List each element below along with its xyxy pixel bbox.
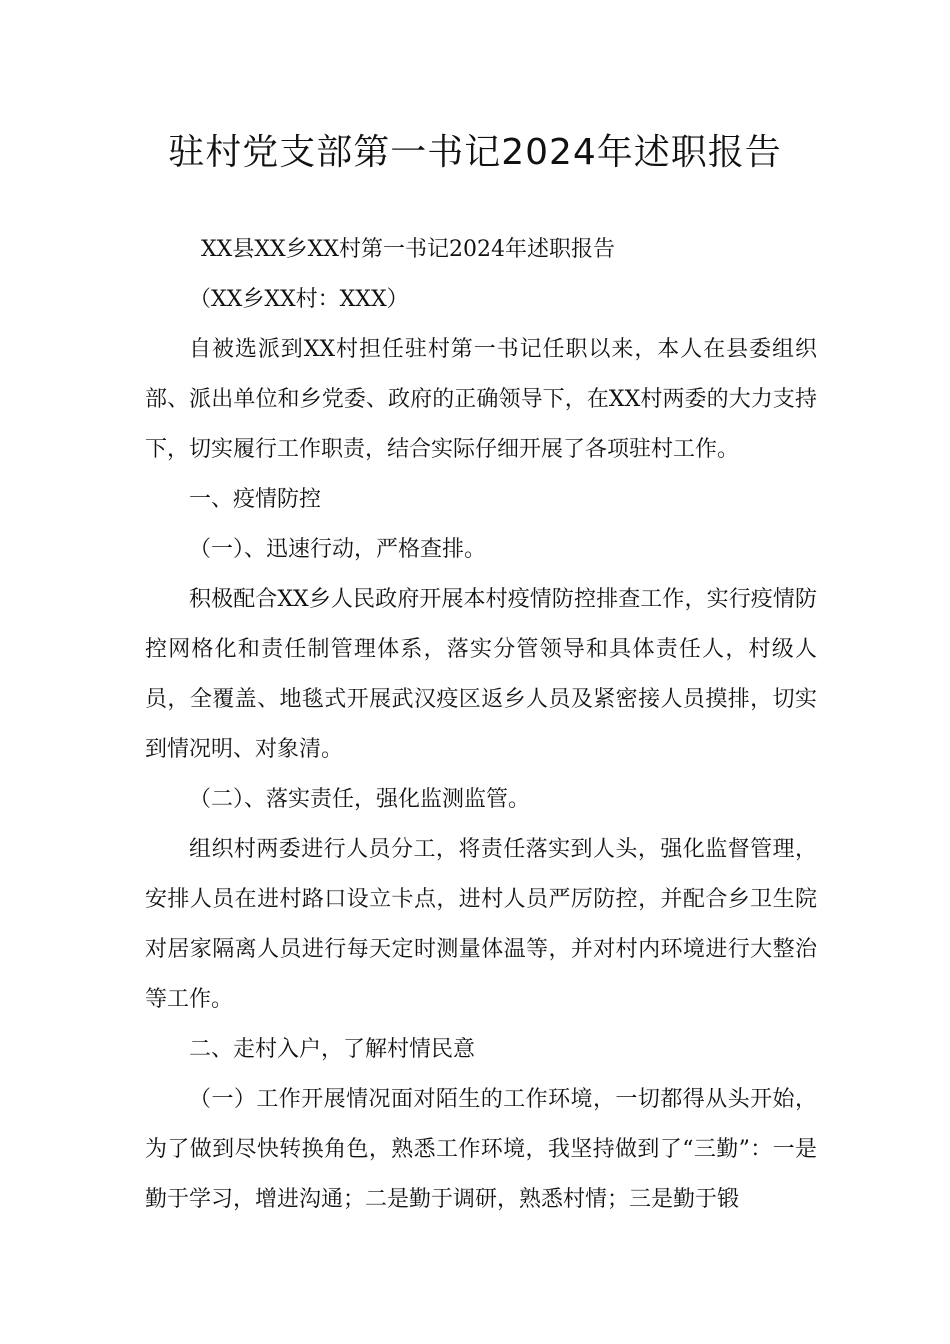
section-heading-2: 二、走村入户，了解村情民意 bbox=[189, 1037, 476, 1062]
report-subtitle: XX县XX乡XX村第一书记2024年述职报告 bbox=[201, 237, 615, 262]
section-heading-1: 一、疫情防控 bbox=[189, 487, 322, 512]
subsection-heading-1-1: （一）、迅速行动，严格查排。 bbox=[189, 537, 487, 562]
subsection-heading-1-2: （二）、落实责任，强化监测监管。 bbox=[189, 787, 531, 812]
paragraph-1-1: 积极配合XX乡人民政府开展本村疫情防控排查工作，实行疫情防控网格化和责任制管理体系，落实分管领导和具体责任人，村级人员，全覆盖、地毯式开展武汉疫区返乡人员及紧密接人员摸排，切实到情况明、对象清。 bbox=[145, 587, 817, 762]
document-body bbox=[145, 225, 817, 1225]
paragraph-1-2: 组织村两委进行人员分工，将责任落实到人头，强化监督管理，安排人员在进村路口设立卡点，进村人员严厉防控，并配合乡卫生院对居家隔离人员进行每天定时测量体温等，并对村内环境进行大整治等工作。 bbox=[145, 837, 817, 1012]
document-title: 驻村党支部第一书记2024年述职报告 bbox=[168, 132, 782, 173]
report-author: （XX乡XX村：XXX） bbox=[189, 287, 409, 312]
paragraph-2-1: （一）工作开展情况面对陌生的工作环境，一切都得从头开始，为了做到尽快转换角色，熟悉工作环境，我坚持做到了“三勤”：一是勤于学习，增进沟通；二是勤于调研，熟悉村情；三是勤于锻 bbox=[145, 1087, 817, 1212]
intro-paragraph: 自被选派到XX村担任驻村第一书记任职以来，本人在县委组织部、派出单位和乡党委、政府的正确领导下，在XX村两委的大力支持下，切实履行工作职责，结合实际仔细开展了各项驻村工作。 bbox=[145, 337, 817, 462]
